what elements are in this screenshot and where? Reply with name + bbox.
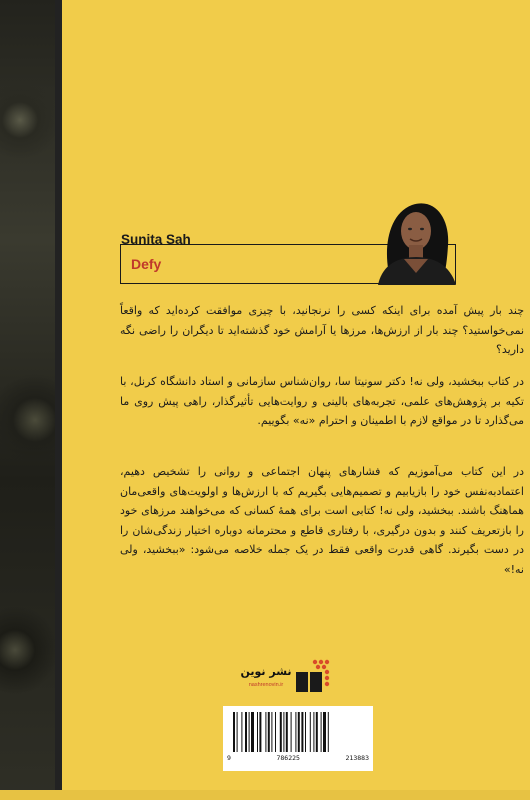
book-title: Defy (131, 256, 162, 272)
isbn-barcode (223, 706, 373, 771)
barcode-digit-group: 213883 (345, 754, 369, 762)
publisher-url: nashrenovin.ir (248, 682, 284, 688)
publisher-logo-icon (296, 658, 330, 694)
blurb-paragraph-1: چند بار پیش آمده برای اینکه کسی را نرنجانید، با چیزی موافقت کرده‌اید که واقعاً نمی‌خواستید؟ چند بار از ارزش‌ها، مرزها یا آرامش خود گذشته‌اید تا دیگران را راضی نگه دارید؟ (120, 304, 524, 356)
barcode-digits (227, 754, 369, 762)
author-portrait (372, 195, 458, 285)
barcode-digit-group: 9 (227, 754, 231, 762)
blurb-paragraph-2: در کتاب ببخشید، ولی نه! دکتر سونیتا سا، روان‌شناس سازمانی و استاد دانشگاه کرنل، با تکیه بر پژوهش‌های علمی، تجربه‌های بالینی و روایت‌هایی تأثیرگذار، راهی پیش روی ما می‌گذارد تا در مواقع لازم با اطمینان و احترام «نه» بگوییم. (120, 375, 524, 427)
publisher-block (240, 658, 360, 696)
blurb-paragraph-3: در این کتاب می‌آموزیم که فشارهای پنهان اجتماعی و روانی را تشخیص دهیم، اعتمادبه‌نفس خود را بازیابیم و تصمیم‌هایی بگیریم که با ارزش‌ها و اولویت‌های واقعی‌مان هماهنگ باشند. ببخشید، ولی نه! کتابی است برای همهٔ کسانی که می‌خواهند مرزهای خود را بازتعریف کنند و بدون درگیری، با رفتاری قاطع و محترمانه دوباره اختیار زندگی‌شان را در دست بگیرند. گاهی قدرت واقعی فقط در یک جمله خلاصه می‌شود: «ببخشید، ولی نه!» (120, 465, 524, 576)
spine-edge (55, 0, 62, 800)
publisher-name: نشر نوین (240, 665, 292, 678)
barcode-bars (233, 712, 363, 754)
author-name: Sunita Sah (121, 232, 191, 247)
spine-photo-strip (0, 0, 62, 800)
cover-bottom-edge (0, 790, 530, 800)
barcode-digit-group: 786225 (276, 754, 300, 762)
